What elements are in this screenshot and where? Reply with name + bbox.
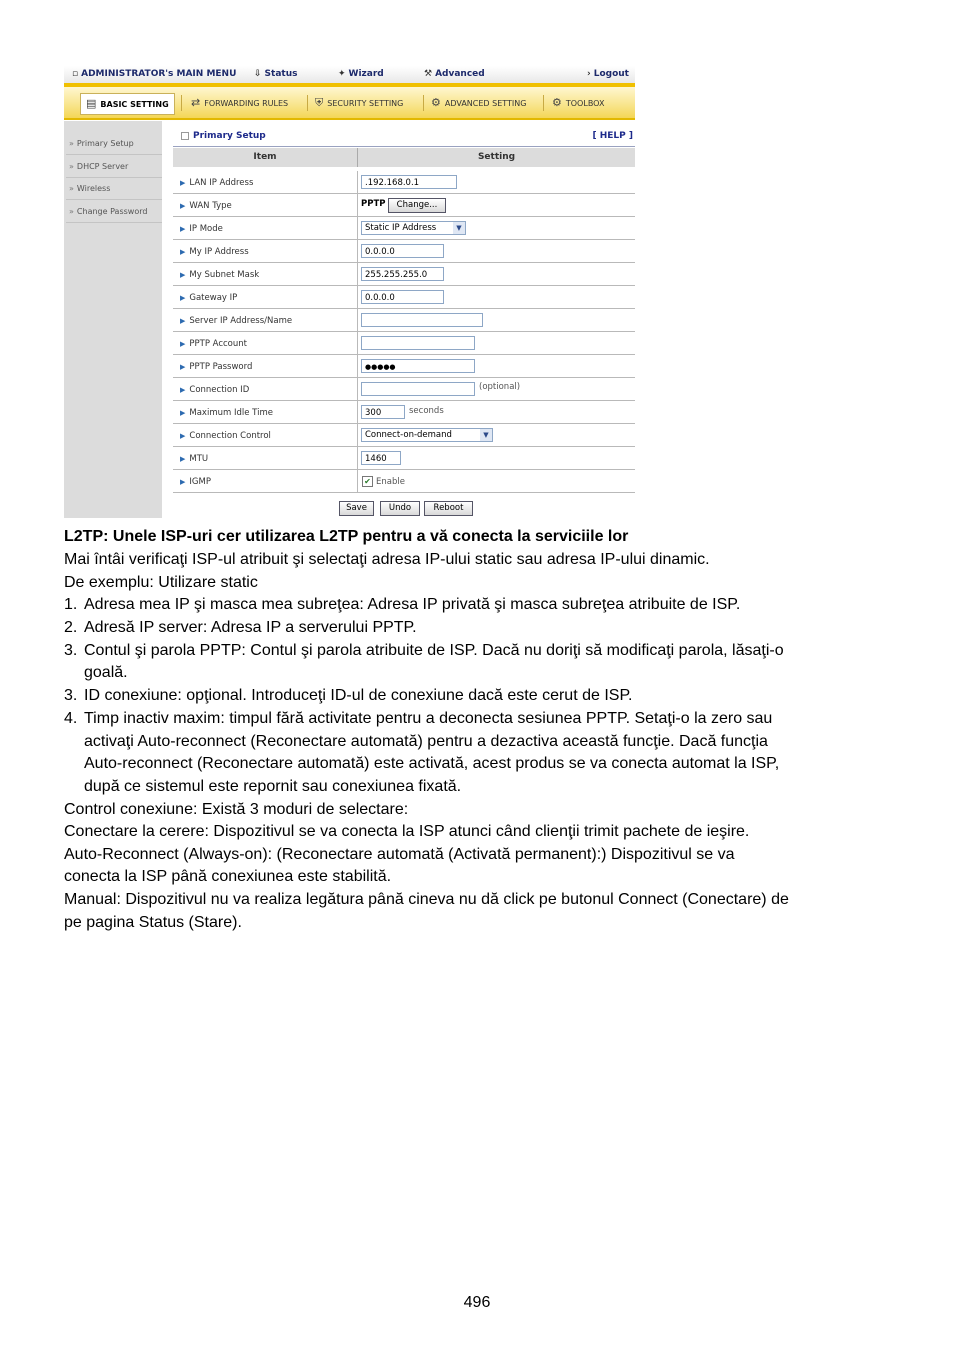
triangle-icon: ▶: [180, 294, 186, 302]
router-top-menu: [64, 66, 635, 84]
list-item: 3. ID conexiune: opţional. Introduceţi ID-ul de conexiune dacă este cerut de ISP.: [64, 684, 633, 707]
triangle-icon: ▶: [180, 202, 186, 210]
row-label: MTU: [189, 454, 209, 464]
tab-basic-setting[interactable]: ▤ BASIC SETTING: [80, 93, 175, 115]
row-label: My Subnet Mask: [189, 270, 260, 280]
sidebar-item-wireless[interactable]: » Wireless: [66, 179, 162, 200]
list-item-continuation: goală.: [84, 664, 128, 681]
paragraph-line: De exemplu: Utilizare static: [64, 574, 258, 591]
row-server-ip: [173, 309, 635, 332]
advanced-icon: ⚒: [424, 69, 433, 79]
column-setting: Setting: [477, 152, 516, 162]
list-item-continuation: după ce sistemul este repornit sau conexiunea fixată.: [84, 778, 462, 795]
paragraph-line: Mai întâi verificaţi ISP-ul atribuit şi selectaţi adresa IP-ului static sau adresa IP-ului dinamic.: [64, 551, 710, 568]
notebook-icon: ▤: [86, 97, 97, 110]
row-pptp-account: [173, 332, 635, 355]
paragraph-line: Conectare la cerere: Dispozitivul se va conecta la ISP atunci când clienţii trimit pachete de ieşire.: [64, 823, 750, 840]
mtu-input[interactable]: 1460: [361, 451, 401, 465]
tab-divider: [307, 95, 308, 111]
row-label: Maximum Idle Time: [189, 408, 273, 418]
bullet-icon: »: [69, 139, 74, 148]
help-link[interactable]: [ HELP ]: [592, 131, 633, 141]
triangle-icon: ▶: [180, 409, 186, 417]
status-icon: ⇩: [254, 69, 262, 79]
row-gateway: [173, 286, 635, 309]
row-label: Connection Control: [189, 431, 271, 441]
sidebar-item-primary-setup[interactable]: » Primary Setup: [66, 134, 162, 155]
list-number: 2.: [64, 619, 78, 636]
list-number: 1.: [64, 596, 78, 613]
list-item-continuation: activaţi Auto-reconnect (Reconectare automată) pentru a dezactiva această funcţie. Dacă funcţia: [84, 733, 768, 750]
triangle-icon: ▶: [180, 432, 186, 440]
paragraph-line: pe pagina Status (Stare).: [64, 914, 242, 931]
seconds-unit: seconds: [409, 406, 444, 416]
triangle-icon: ▶: [180, 179, 186, 187]
pptp-account-input[interactable]: [361, 336, 475, 350]
list-number: 4.: [64, 710, 78, 727]
row-igmp: [173, 470, 635, 493]
igmp-checkbox[interactable]: ✔: [362, 476, 373, 487]
sidebar-item-dhcp-server[interactable]: » DHCP Server: [66, 157, 162, 178]
row-connection-id: [173, 378, 635, 401]
my-ip-input[interactable]: 0.0.0.0: [361, 244, 444, 258]
row-label: Gateway IP: [189, 293, 238, 303]
section-heading: L2TP: Unele ISP-uri cer utilizarea L2TP pentru a vă conecta la serviciile lor: [64, 528, 629, 545]
row-idle-time: [173, 401, 635, 424]
row-connection-control: [173, 424, 635, 447]
connection-id-input[interactable]: [361, 382, 475, 396]
subnet-mask-input[interactable]: 255.255.255.0: [361, 267, 444, 281]
gateway-input[interactable]: 0.0.0.0: [361, 290, 444, 304]
triangle-icon: ▶: [180, 317, 186, 325]
connection-control-select[interactable]: Connect-on-demand ▼: [361, 428, 493, 442]
list-item-continuation: Auto-reconnect (Reconectare automată) este activată, acest produs se va conecta automat la ISP,: [84, 755, 780, 772]
paragraph-line: Auto-Reconnect (Always-on): (Reconectare automată (Activată permanent):) Dispozitivul se va: [64, 846, 735, 863]
chevron-down-icon: ▼: [480, 429, 492, 441]
collapse-box-icon: [181, 132, 189, 140]
router-screenshot: [64, 66, 635, 518]
paragraph-line: Control conexiune: Există 3 moduri de selectare:: [64, 801, 409, 818]
row-mtu: [173, 447, 635, 470]
optional-note: (optional): [479, 382, 521, 392]
row-label: IP Mode: [189, 224, 223, 234]
row-label: Server IP Address/Name: [189, 316, 293, 326]
status-link[interactable]: ⇩ Status: [254, 69, 298, 79]
list-item: 2. Adresă IP server: Adresa IP a serverului PPTP.: [64, 616, 417, 639]
list-number: 3.: [64, 687, 78, 704]
paragraph-line: Manual: Dispozitivul nu va realiza legătura până cineva nu dă click pe butonul Connect (Conectare) de: [64, 891, 789, 908]
chevron-down-icon: ▼: [453, 222, 465, 234]
triangle-icon: ▶: [180, 386, 186, 394]
column-item: Item: [173, 148, 358, 167]
row-my-ip: [173, 240, 635, 263]
reboot-button[interactable]: Reboot: [424, 501, 473, 516]
ip-mode-select[interactable]: Static IP Address ▼: [361, 221, 466, 235]
save-button[interactable]: Save: [339, 501, 374, 516]
toolbox-icon: ⚙: [552, 96, 562, 109]
paragraph-line: conecta la ISP până conexiunea este stabilită.: [64, 868, 392, 885]
change-wan-button[interactable]: Change...: [388, 198, 446, 213]
page-number: 496: [463, 1294, 491, 1311]
row-wan-type: [173, 194, 635, 217]
router-tab-bar: [64, 87, 635, 120]
row-pptp-password: [173, 355, 635, 378]
bullet-icon: »: [69, 184, 74, 193]
undo-button[interactable]: Undo: [380, 501, 420, 516]
tab-divider: [543, 95, 544, 111]
row-label: PPTP Account: [189, 339, 247, 349]
triangle-icon: ▶: [180, 248, 186, 256]
triangle-icon: ▶: [180, 363, 186, 371]
wan-type-value: PPTP: [361, 199, 386, 209]
lan-ip-input[interactable]: .192.168.0.1: [361, 175, 457, 189]
wizard-link[interactable]: ✦ Wizard: [338, 69, 384, 79]
idle-time-input[interactable]: 300: [361, 405, 405, 419]
bullet-icon: »: [69, 162, 74, 171]
wizard-icon: ✦: [338, 69, 346, 79]
list-number: 3.: [64, 642, 78, 659]
row-label: IGMP: [189, 477, 211, 487]
tab-security-setting[interactable]: ⛨ SECURITY SETTING: [315, 96, 404, 109]
panel-header: [173, 128, 635, 147]
list-item: 4. Timp inactiv maxim: timpul fără activitate pentru a deconecta sesiunea PPTP. Setaţi-o la zero sau: [64, 707, 772, 730]
sidebar-item-change-password[interactable]: » Change Password: [66, 202, 162, 223]
row-label: Connection ID: [189, 385, 250, 395]
triangle-icon: ▶: [180, 271, 186, 279]
triangle-icon: ▶: [180, 478, 186, 486]
advanced-setting-icon: ⚙: [431, 96, 441, 109]
triangle-icon: ▶: [180, 340, 186, 348]
server-ip-input[interactable]: [361, 313, 483, 327]
triangle-icon: ▶: [180, 225, 186, 233]
row-label: LAN IP Address: [189, 178, 254, 188]
advanced-link[interactable]: ⚒ Advanced: [424, 69, 485, 79]
router-sidebar: [64, 121, 162, 518]
tab-divider: [423, 95, 424, 111]
bullet-icon: »: [69, 207, 74, 216]
table-header: [173, 148, 635, 167]
tab-divider: [181, 95, 182, 111]
row-label: WAN Type: [189, 201, 232, 211]
row-ip-mode: [173, 217, 635, 240]
tab-toolbox[interactable]: ⚙ TOOLBOX: [552, 96, 605, 109]
row-subnet-mask: [173, 263, 635, 286]
forwarding-icon: ⇄: [191, 96, 201, 109]
row-lan-ip: [173, 171, 635, 194]
arrow-right-icon: ›: [587, 69, 591, 79]
tab-advanced-setting[interactable]: ⚙ ADVANCED SETTING: [431, 96, 527, 109]
tab-forwarding-rules[interactable]: ⇄ FORWARDING RULES: [191, 96, 289, 109]
row-label: PPTP Password: [189, 362, 253, 372]
main-menu-link[interactable]: ▫ ADMINISTRATOR's MAIN MENU: [72, 69, 237, 79]
logout-link[interactable]: › Logout: [587, 69, 629, 79]
igmp-enable-label: Enable: [376, 477, 405, 487]
triangle-icon: ▶: [180, 455, 186, 463]
list-item: 1. Adresa mea IP şi masca mea subreţea: Adresa IP privată şi masca subreţea atribuite de ISP.: [64, 593, 740, 616]
panel-title: Primary Setup: [181, 131, 266, 141]
list-item: 3. Contul şi parola PPTP: Contul şi parola atribuite de ISP. Dacă nu doriţi să modificaţi parola, lăsaţi-o: [64, 639, 784, 662]
menu-box-icon: ▫: [72, 69, 79, 79]
pptp-password-input[interactable]: ●●●●●: [361, 359, 475, 373]
row-label: My IP Address: [189, 247, 249, 257]
security-icon: ⛨: [315, 96, 324, 109]
